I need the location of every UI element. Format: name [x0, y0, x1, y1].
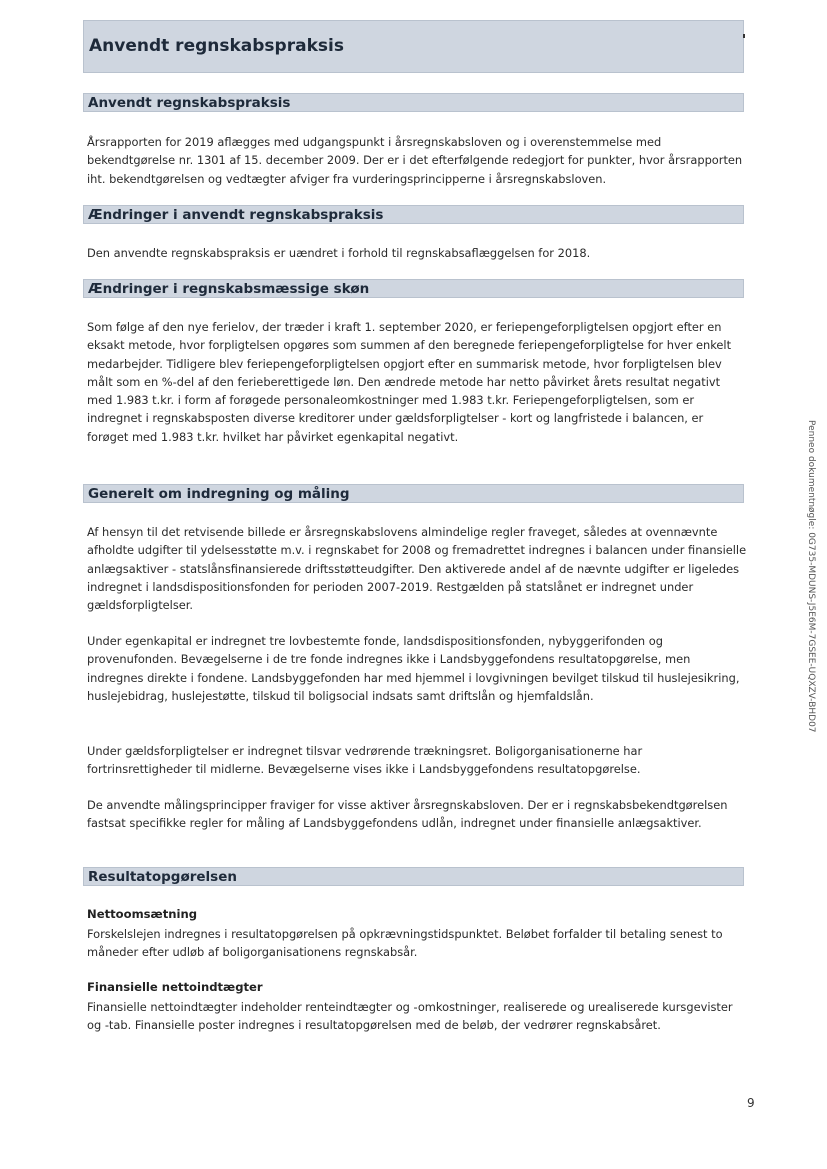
section-paragraph: De anvendte målingsprincipper fraviger for visse aktiver årsregnskabsloven. Der er i regnskabsbekendtgørelsen fastsat specifikke regler for måling af Landsbyggefondens udlån, indregnet under finansielle anlægsaktiver.	[87, 798, 728, 831]
section-heading: Generelt om indregning og måling	[88, 486, 350, 502]
section-paragraph: Forskelslejen indregnes i resultatopgørelsen på opkrævningstidspunktet. Beløbet forfalder til betaling senest to måneder efter udløb af boligorganisationens regnskabsår.	[87, 927, 723, 960]
section-paragraph: Finansielle nettoindtægter indeholder renteindtægter og -omkostninger, realiserede og urealiserede kursgevister og -tab. Finansielle poster indregnes i resultatopgørelsen med de beløb, der vedrører regnskabsåret.	[87, 1000, 733, 1033]
section-paragraph: Af hensyn til det retvisende billede er årsregnskabslovens almindelige regler fraveget, således at ovennævnte afholdte udgifter til ydelsesstøtte m.v. i regnskabet for 2008 og fremadrettet indregnes i balancen under finansielle anlægsaktiver - statslånsfinansierede driftsstøtteudgifter. Den aktiverede andel af de nævnte udgifter er ligeledes indregnet i landsdispositionsfonden for perioden 2007-2019. Restgælden på statslånet er indregnet under gældsforpligtelser.	[87, 525, 747, 613]
page-number: 9	[747, 1096, 755, 1110]
section-paragraph: Under gældsforpligtelser er indregnet tilsvar vedrørende trækningsret. Boligorganisationerne har fortrinsrettigheder til midlerne. Bevægelserne vises ikke i Landsbyggefondens resultatopgørelse.	[87, 744, 643, 777]
section-heading-bar	[83, 484, 744, 503]
section-paragraph: Som følge af den nye ferielov, der træder i kraft 1. september 2020, er feriepengeforpligtelsen opgjort efter en eksakt metode, hvor forpligtelsen opgøres som summen af den beregnede feriepengeforpligtelse for hver enkelt medarbejder. Tidligere blev feriepengeforpligtelsen opgjort efter en summarisk metode, hvor forpligtelsen blev målt som en %-del af den ferieberettigede løn. Den ændrede metode har netto påvirket årets resultat negativt med 1.983 t.kr. i form af forøgede personaleomkostninger med 1.983 t.kr. Feriepengeforpligtelsen, som er indregnet i regnskabsposten diverse kreditorer under gældsforpligtelser - kort og langfristede i balancen, er forøget med 1.983 t.kr. hvilket har påvirket egenkapital negativt.	[87, 320, 732, 444]
section-heading: Ændringer i anvendt regnskabspraksis	[88, 207, 384, 223]
section-paragraph: Årsrapporten for 2019 aflægges med udgangspunkt i årsregnskabsloven og i overenstemmelse med bekendtgørelse nr. 1301 af 15. december 2009. Der er i det efterfølgende redegjort for punkter, hvor årsrapporten iht. bekendtgørelsen og vedtægter afviger fra vurderingsprincipperne i årsregnskabsloven.	[87, 135, 743, 186]
document-key-note: Penneo dokumentnøgle: 0G735-MDUNS-J5E6M-7GSEE-UQXZV-BHD07	[806, 420, 816, 733]
section-heading-bar	[83, 205, 744, 224]
section-heading-bar	[83, 93, 744, 112]
section-paragraph: Den anvendte regnskabspraksis er uændret i forhold til regnskabsaflæggelsen for 2018.	[87, 246, 591, 260]
section-paragraph: Under egenkapital er indregnet tre lovbestemte fonde, landsdispositionsfonden, nybyggerifonden og provenufonden. Bevægelserne i de tre fonde indregnes ikke i Landsbyggefondens resultatopgørelse, men indregnes direkte i fondene. Landsbyggefonden har med hjemmel i lovgivningen bevilget tilskud til huslejesikring, huslejebidrag, huslejestøtte, tilskud til boligsocial indsats samt driftslån og hjemfaldslån.	[87, 634, 740, 703]
section-heading: Resultatopgørelsen	[88, 869, 237, 885]
page-mark	[743, 34, 745, 38]
page-title-banner	[83, 20, 744, 73]
page-title: Anvendt regnskabspraksis	[89, 36, 344, 56]
subsection-heading: Nettoomsætning	[87, 907, 198, 921]
section-heading: Ændringer i regnskabsmæssige skøn	[88, 281, 370, 297]
section-heading: Anvendt regnskabspraksis	[88, 95, 291, 111]
section-heading-bar	[83, 867, 744, 886]
subsection-heading: Finansielle nettoindtægter	[87, 980, 263, 994]
section-heading-bar	[83, 279, 744, 298]
